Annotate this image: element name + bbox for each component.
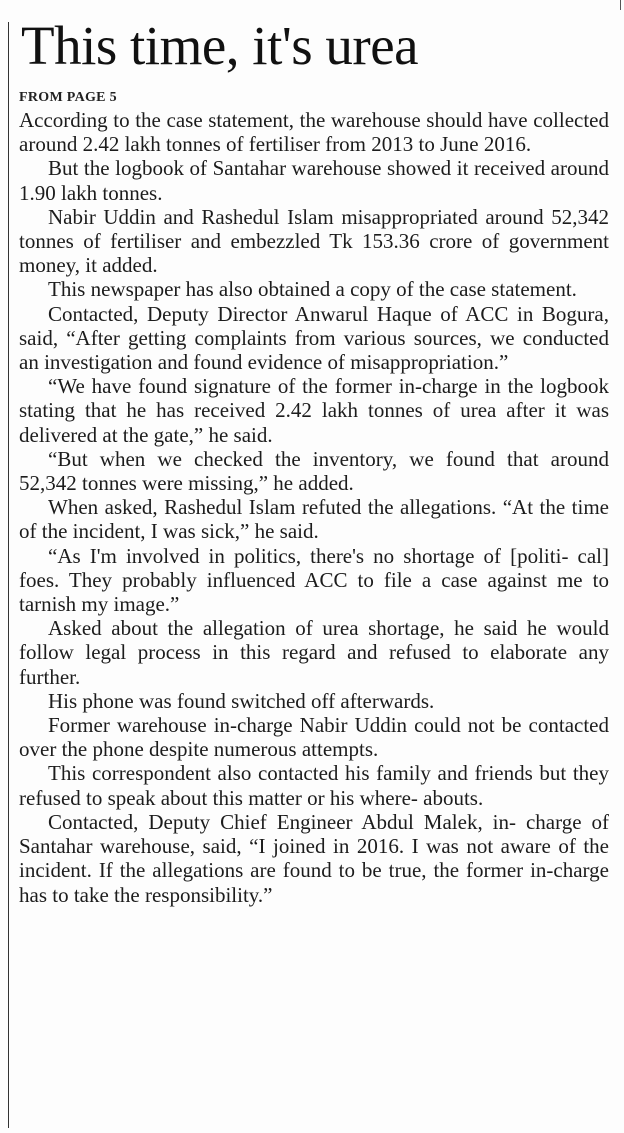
paragraph: This newspaper has also obtained a copy of the case statement. [48, 277, 577, 302]
paragraph: Contacted, Deputy Director Anwarul Haque of ACC in Bogura, said, “After getting complaints from various sources, we conducted an investigation and found evidence of misappropriation.” [19, 301, 609, 375]
paragraph: “We have found signature of the former in-charge in the logbook stating that he has received 2.42 lakh tonnes of urea after it was delivered at the gate,” he said. [19, 374, 609, 447]
paragraph: His phone was found switched off afterwards. [48, 688, 435, 713]
paragraph: Asked about the allegation of urea shortage, he said he would follow legal process in this regard and refused to elaborate any further. [19, 616, 609, 689]
paragraph: According to the case statement, the warehouse should have collected around 2.42 lakh tonnes of fertiliser from 2013 to June 2016. [19, 108, 609, 157]
paragraph: But the logbook of Santahar warehouse showed it received around 1.90 lakh tonnes. [19, 156, 609, 205]
paragraph: “But when we checked the inventory, we found that around 52,342 tonnes were missing,” he added. [19, 446, 609, 496]
continued-from-label: FROM PAGE 5 [19, 90, 117, 105]
paragraph: This correspondent also contacted his family and friends but they refused to speak about this matter or his where- abouts. [19, 761, 609, 810]
paragraph: Former warehouse in-charge Nabir Uddin could not be contacted over the phone despite numerous attempts. [19, 713, 609, 762]
paragraph: “As I'm involved in politics, there's no shortage of [politi- cal] foes. They probably influenced ACC to file a case against me to tarnish my image.” [19, 543, 609, 617]
column-rule-right [620, 0, 621, 10]
column-rule-left [8, 22, 9, 1128]
headline: This time, it's urea [21, 15, 419, 76]
paragraph: Contacted, Deputy Chief Engineer Abdul Malek, in- charge of Santahar warehouse, said, “I joined in 2016. I was not aware of the incident. If the allegations are found to be true, the former in-charge has to take the responsibility.” [19, 809, 609, 907]
article-body [19, 108, 609, 907]
paragraph: When asked, Rashedul Islam refuted the allegations. “At the time of the incident, I was sick,” he said. [19, 495, 609, 544]
paragraph: Nabir Uddin and Rashedul Islam misappropriated around 52,342 tonnes of fertiliser and embezzled Tk 153.36 crore of government money, it added. [19, 204, 609, 278]
